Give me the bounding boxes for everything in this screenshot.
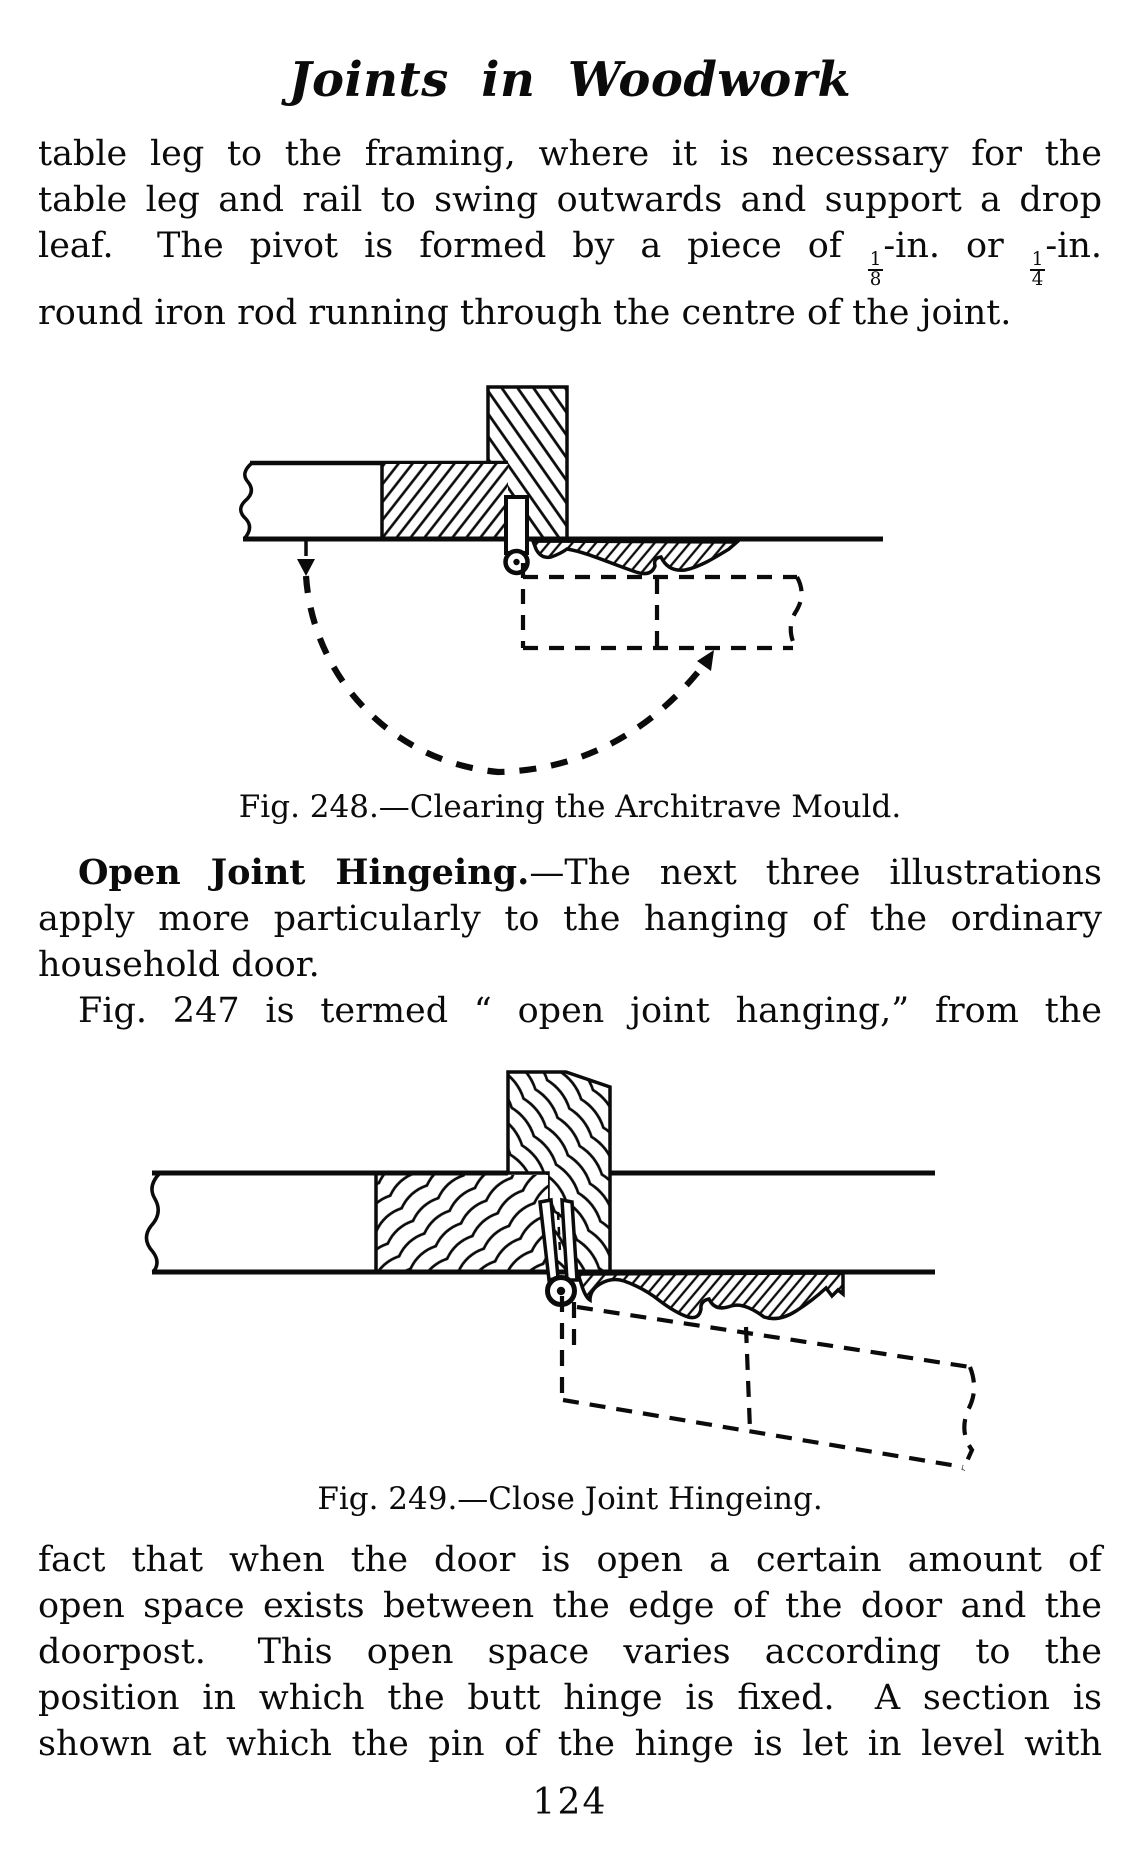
fig248-rail-broken-edge [241, 463, 252, 539]
fig248-hinge-pin-centre [513, 559, 519, 565]
fig248-door-swing-arc [306, 576, 706, 772]
text-line: household door. [38, 945, 320, 985]
run-in-heading: Open Joint Hingeing. [78, 852, 530, 893]
text-line: position in which the butt hinge is fixed. A section is [38, 1678, 1102, 1718]
text-line: round iron rod running through the centre of the joint. [38, 292, 1012, 333]
figure-248-clearing-architrave-mould-drawing [200, 318, 924, 788]
fig248-rail-section-hatch [382, 464, 508, 539]
fig249-rail-broken-edge [146, 1173, 160, 1272]
page-number: 124 [532, 1782, 608, 1823]
paragraph-4 [38, 1537, 1102, 1767]
fraction-one-eighth: $\frac{1}{8}$ [869, 249, 882, 291]
text-line: fact that when the door is open a certain amount of [38, 1540, 1102, 1580]
paragraph-3-line: Fig. 247 is termed “ open joint hanging,” from the [78, 991, 1102, 1031]
fig248-open-door-dashed-outline [523, 563, 802, 648]
fig248-hinge-pin-slot [506, 497, 527, 553]
text-line: Open Joint Hingeing.—The next three illustrations [78, 852, 1102, 893]
fig248-arrowhead-down [297, 559, 315, 576]
text-line: shown at which the pin of the hinge is let in level with [38, 1724, 1102, 1764]
text-line: table leg and rail to swing outwards and support a drop [38, 180, 1102, 220]
text-line: doorpost. This open space varies according to the [38, 1632, 1102, 1672]
fig249-rail-section-grain [376, 1175, 548, 1270]
fraction-one-quarter: $\frac{1}{4}$ [1031, 249, 1044, 291]
text-line: apply more particularly to the hanging of the ordinary [38, 899, 1102, 939]
text-line: open space exists between the edge of the door and the [38, 1586, 1102, 1626]
figure-249-close-joint-hingeing-drawing [130, 1060, 990, 1480]
paragraph-2 [38, 850, 1102, 1034]
fig249-hinge-pin-centre [557, 1287, 565, 1295]
paragraph-1 [38, 131, 1102, 336]
fig248-architrave-moulding [533, 541, 737, 574]
fig248-arrowhead-up [697, 650, 714, 671]
fig249-open-door-dashed-outline [562, 1296, 974, 1470]
figure-249-caption: Fig. 249.—Close Joint Hingeing. [317, 1481, 823, 1517]
text-line-with-fractions: leaf. The pivot is formed by a piece of $\frac{1}{8}$ -in. or $\frac{1}{4}$ -in. [38, 226, 1102, 291]
figure-248-caption: Fig. 248.—Clearing the Architrave Mould. [238, 789, 902, 825]
page-title: Joints in Woodwork [288, 52, 852, 108]
text-line: table leg to the framing, where it is necessary for the [38, 134, 1102, 174]
